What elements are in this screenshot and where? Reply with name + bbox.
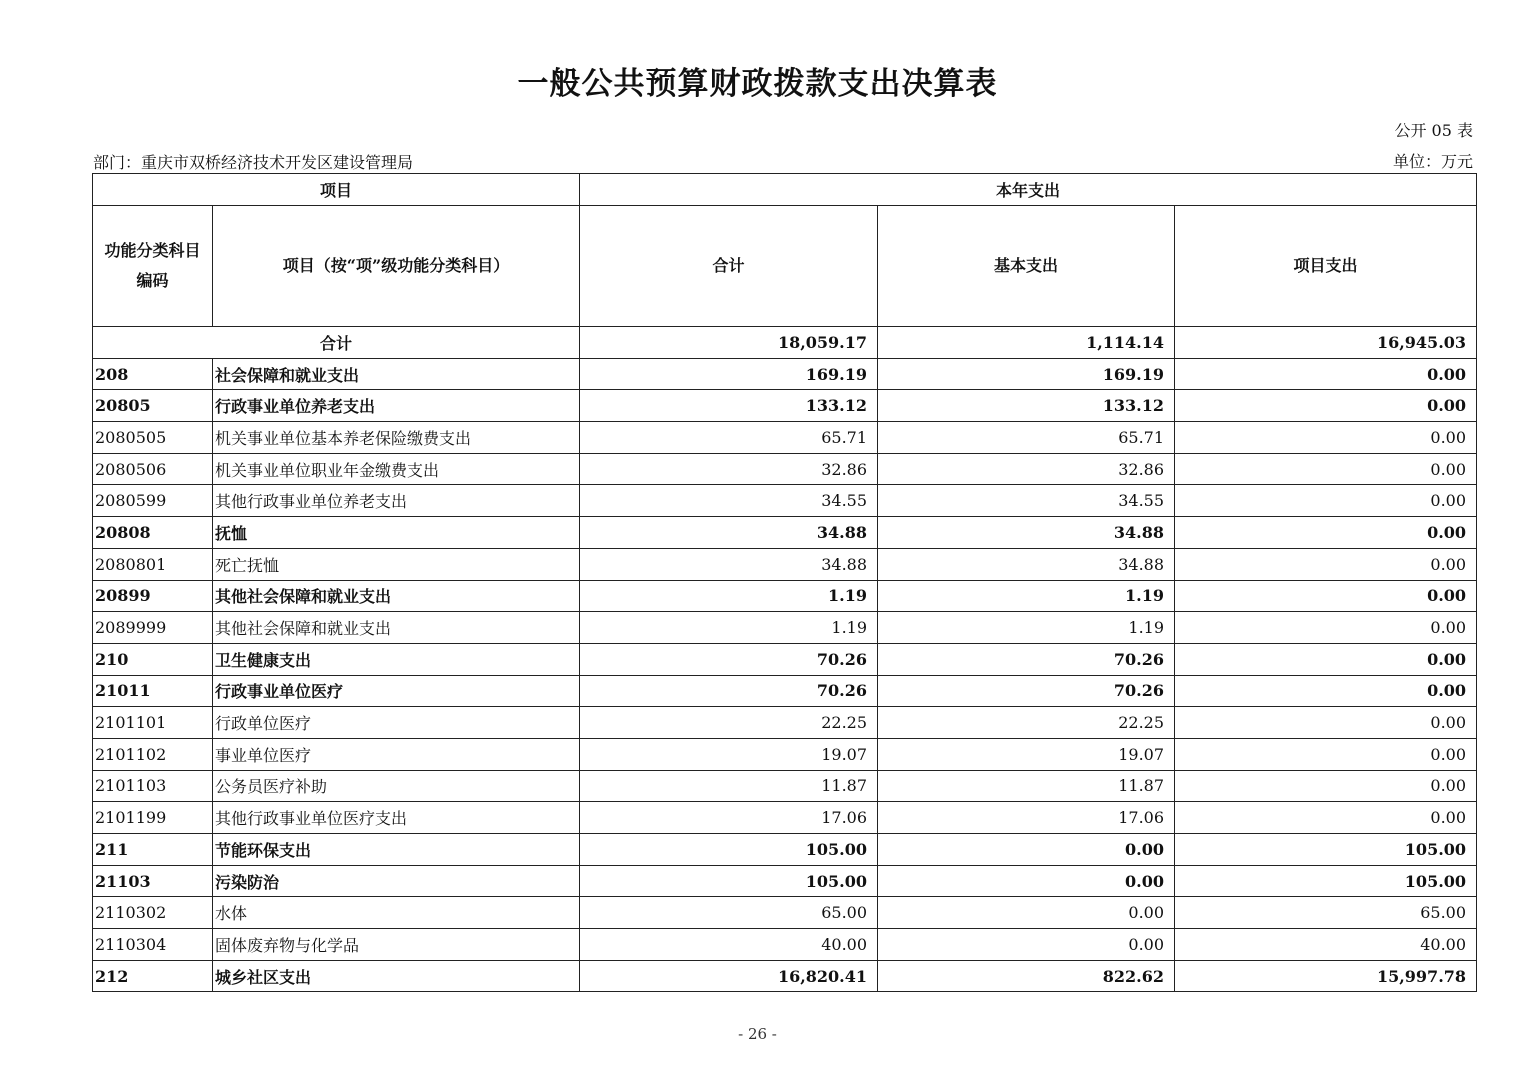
row-basic: 822.62 xyxy=(878,960,1175,992)
row-basic: 1.19 xyxy=(878,612,1175,644)
row-project: 0.00 xyxy=(1175,738,1477,770)
row-total: 70.26 xyxy=(580,675,878,707)
row-basic: 65.71 xyxy=(878,422,1175,454)
row-name: 其他行政事业单位养老支出 xyxy=(213,485,580,517)
row-name: 其他社会保障和就业支出 xyxy=(213,612,580,644)
row-code: 208 xyxy=(93,358,213,390)
row-name: 社会保障和就业支出 xyxy=(213,358,580,390)
row-basic: 1.19 xyxy=(878,580,1175,612)
header-name: 项目（按“项”级功能分类科目） xyxy=(213,206,580,327)
row-project: 0.00 xyxy=(1175,453,1477,485)
department-label: 部门：重庆市双桥经济技术开发区建设管理局 xyxy=(93,153,414,172)
table-row xyxy=(93,453,1477,485)
total-label: 合计 xyxy=(93,327,580,359)
row-total: 70.26 xyxy=(580,643,878,675)
header-project-expense: 项目支出 xyxy=(1175,206,1477,327)
row-project: 105.00 xyxy=(1175,834,1477,866)
row-name: 抚恤 xyxy=(213,517,580,549)
row-name: 行政事业单位医疗 xyxy=(213,675,580,707)
table-row xyxy=(93,580,1477,612)
table-row xyxy=(93,865,1477,897)
row-project: 0.00 xyxy=(1175,548,1477,580)
row-basic: 19.07 xyxy=(878,738,1175,770)
row-basic: 0.00 xyxy=(878,834,1175,866)
row-name: 行政单位医疗 xyxy=(213,707,580,739)
row-code: 21011 xyxy=(93,675,213,707)
row-basic: 70.26 xyxy=(878,643,1175,675)
total-basic: 1,114.14 xyxy=(878,327,1175,359)
row-total: 34.88 xyxy=(580,517,878,549)
row-code: 2101199 xyxy=(93,802,213,834)
table-row xyxy=(93,960,1477,992)
row-name: 其他社会保障和就业支出 xyxy=(213,580,580,612)
header-total: 合计 xyxy=(580,206,878,327)
row-code: 2110304 xyxy=(93,929,213,961)
row-code: 2110302 xyxy=(93,897,213,929)
row-basic: 169.19 xyxy=(878,358,1175,390)
table-row xyxy=(93,675,1477,707)
row-code: 2080505 xyxy=(93,422,213,454)
row-project: 0.00 xyxy=(1175,707,1477,739)
row-total: 105.00 xyxy=(580,834,878,866)
row-name: 卫生健康支出 xyxy=(213,643,580,675)
table-row xyxy=(93,358,1477,390)
budget-table xyxy=(92,173,1477,992)
table-row xyxy=(93,707,1477,739)
row-project: 0.00 xyxy=(1175,675,1477,707)
table-row xyxy=(93,897,1477,929)
row-name: 水体 xyxy=(213,897,580,929)
row-name: 死亡抚恤 xyxy=(213,548,580,580)
page-number: - 26 - xyxy=(738,1025,777,1043)
row-project: 0.00 xyxy=(1175,485,1477,517)
row-name: 机关事业单位基本养老保险缴费支出 xyxy=(213,422,580,454)
row-project: 15,997.78 xyxy=(1175,960,1477,992)
table-row xyxy=(93,485,1477,517)
row-basic: 22.25 xyxy=(878,707,1175,739)
row-name: 固体废弃物与化学品 xyxy=(213,929,580,961)
total-row xyxy=(93,327,1477,359)
header-current-year: 本年支出 xyxy=(580,174,1477,206)
row-project: 0.00 xyxy=(1175,517,1477,549)
row-total: 19.07 xyxy=(580,738,878,770)
row-code: 2101103 xyxy=(93,770,213,802)
header-basic: 基本支出 xyxy=(878,206,1175,327)
row-code: 210 xyxy=(93,643,213,675)
row-total: 34.55 xyxy=(580,485,878,517)
row-code: 2101102 xyxy=(93,738,213,770)
row-total: 32.86 xyxy=(580,453,878,485)
table-row xyxy=(93,612,1477,644)
row-project: 0.00 xyxy=(1175,802,1477,834)
header-row-2 xyxy=(93,206,1477,327)
page-title: 一般公共预算财政拨款支出决算表 xyxy=(517,66,998,102)
row-total: 17.06 xyxy=(580,802,878,834)
row-total: 65.00 xyxy=(580,897,878,929)
row-code: 21103 xyxy=(93,865,213,897)
header-row-1 xyxy=(93,174,1477,206)
row-basic: 0.00 xyxy=(878,865,1175,897)
row-name: 城乡社区支出 xyxy=(213,960,580,992)
row-basic: 70.26 xyxy=(878,675,1175,707)
table-row xyxy=(93,517,1477,549)
row-total: 34.88 xyxy=(580,548,878,580)
row-name: 事业单位医疗 xyxy=(213,738,580,770)
row-basic: 32.86 xyxy=(878,453,1175,485)
row-name: 其他行政事业单位医疗支出 xyxy=(213,802,580,834)
row-total: 40.00 xyxy=(580,929,878,961)
row-code: 211 xyxy=(93,834,213,866)
row-total: 169.19 xyxy=(580,358,878,390)
row-project: 105.00 xyxy=(1175,865,1477,897)
row-basic: 17.06 xyxy=(878,802,1175,834)
row-project: 0.00 xyxy=(1175,422,1477,454)
table-row xyxy=(93,929,1477,961)
row-code: 20899 xyxy=(93,580,213,612)
row-name: 机关事业单位职业年金缴费支出 xyxy=(213,453,580,485)
row-code: 2101101 xyxy=(93,707,213,739)
table-row xyxy=(93,770,1477,802)
table-row xyxy=(93,834,1477,866)
table-row xyxy=(93,422,1477,454)
row-total: 65.71 xyxy=(580,422,878,454)
table-row xyxy=(93,643,1477,675)
total-project: 16,945.03 xyxy=(1175,327,1477,359)
row-total: 11.87 xyxy=(580,770,878,802)
form-number: 公开 05 表 xyxy=(1394,121,1473,140)
table-row xyxy=(93,548,1477,580)
table-row xyxy=(93,390,1477,422)
row-name: 节能环保支出 xyxy=(213,834,580,866)
row-code: 2080801 xyxy=(93,548,213,580)
row-project: 0.00 xyxy=(1175,580,1477,612)
row-code: 2080506 xyxy=(93,453,213,485)
total-sum: 18,059.17 xyxy=(580,327,878,359)
row-total: 16,820.41 xyxy=(580,960,878,992)
row-project: 0.00 xyxy=(1175,643,1477,675)
header-code: 功能分类科目编码 xyxy=(93,206,213,327)
row-name: 公务员医疗补助 xyxy=(213,770,580,802)
row-total: 1.19 xyxy=(580,580,878,612)
unit-label: 单位：万元 xyxy=(1392,152,1473,171)
row-project: 65.00 xyxy=(1175,897,1477,929)
row-name: 污染防治 xyxy=(213,865,580,897)
header-project: 项目 xyxy=(93,174,580,206)
row-total: 22.25 xyxy=(580,707,878,739)
row-project: 0.00 xyxy=(1175,770,1477,802)
row-project: 0.00 xyxy=(1175,612,1477,644)
row-basic: 133.12 xyxy=(878,390,1175,422)
row-code: 20808 xyxy=(93,517,213,549)
row-basic: 11.87 xyxy=(878,770,1175,802)
row-code: 20805 xyxy=(93,390,213,422)
row-basic: 0.00 xyxy=(878,929,1175,961)
row-total: 1.19 xyxy=(580,612,878,644)
row-basic: 34.88 xyxy=(878,548,1175,580)
table-row xyxy=(93,802,1477,834)
row-basic: 34.55 xyxy=(878,485,1175,517)
row-code: 2089999 xyxy=(93,612,213,644)
table-row xyxy=(93,738,1477,770)
row-basic: 0.00 xyxy=(878,897,1175,929)
row-project: 40.00 xyxy=(1175,929,1477,961)
row-total: 133.12 xyxy=(580,390,878,422)
row-project: 0.00 xyxy=(1175,358,1477,390)
row-code: 2080599 xyxy=(93,485,213,517)
row-basic: 34.88 xyxy=(878,517,1175,549)
row-code: 212 xyxy=(93,960,213,992)
row-project: 0.00 xyxy=(1175,390,1477,422)
row-name: 行政事业单位养老支出 xyxy=(213,390,580,422)
row-total: 105.00 xyxy=(580,865,878,897)
